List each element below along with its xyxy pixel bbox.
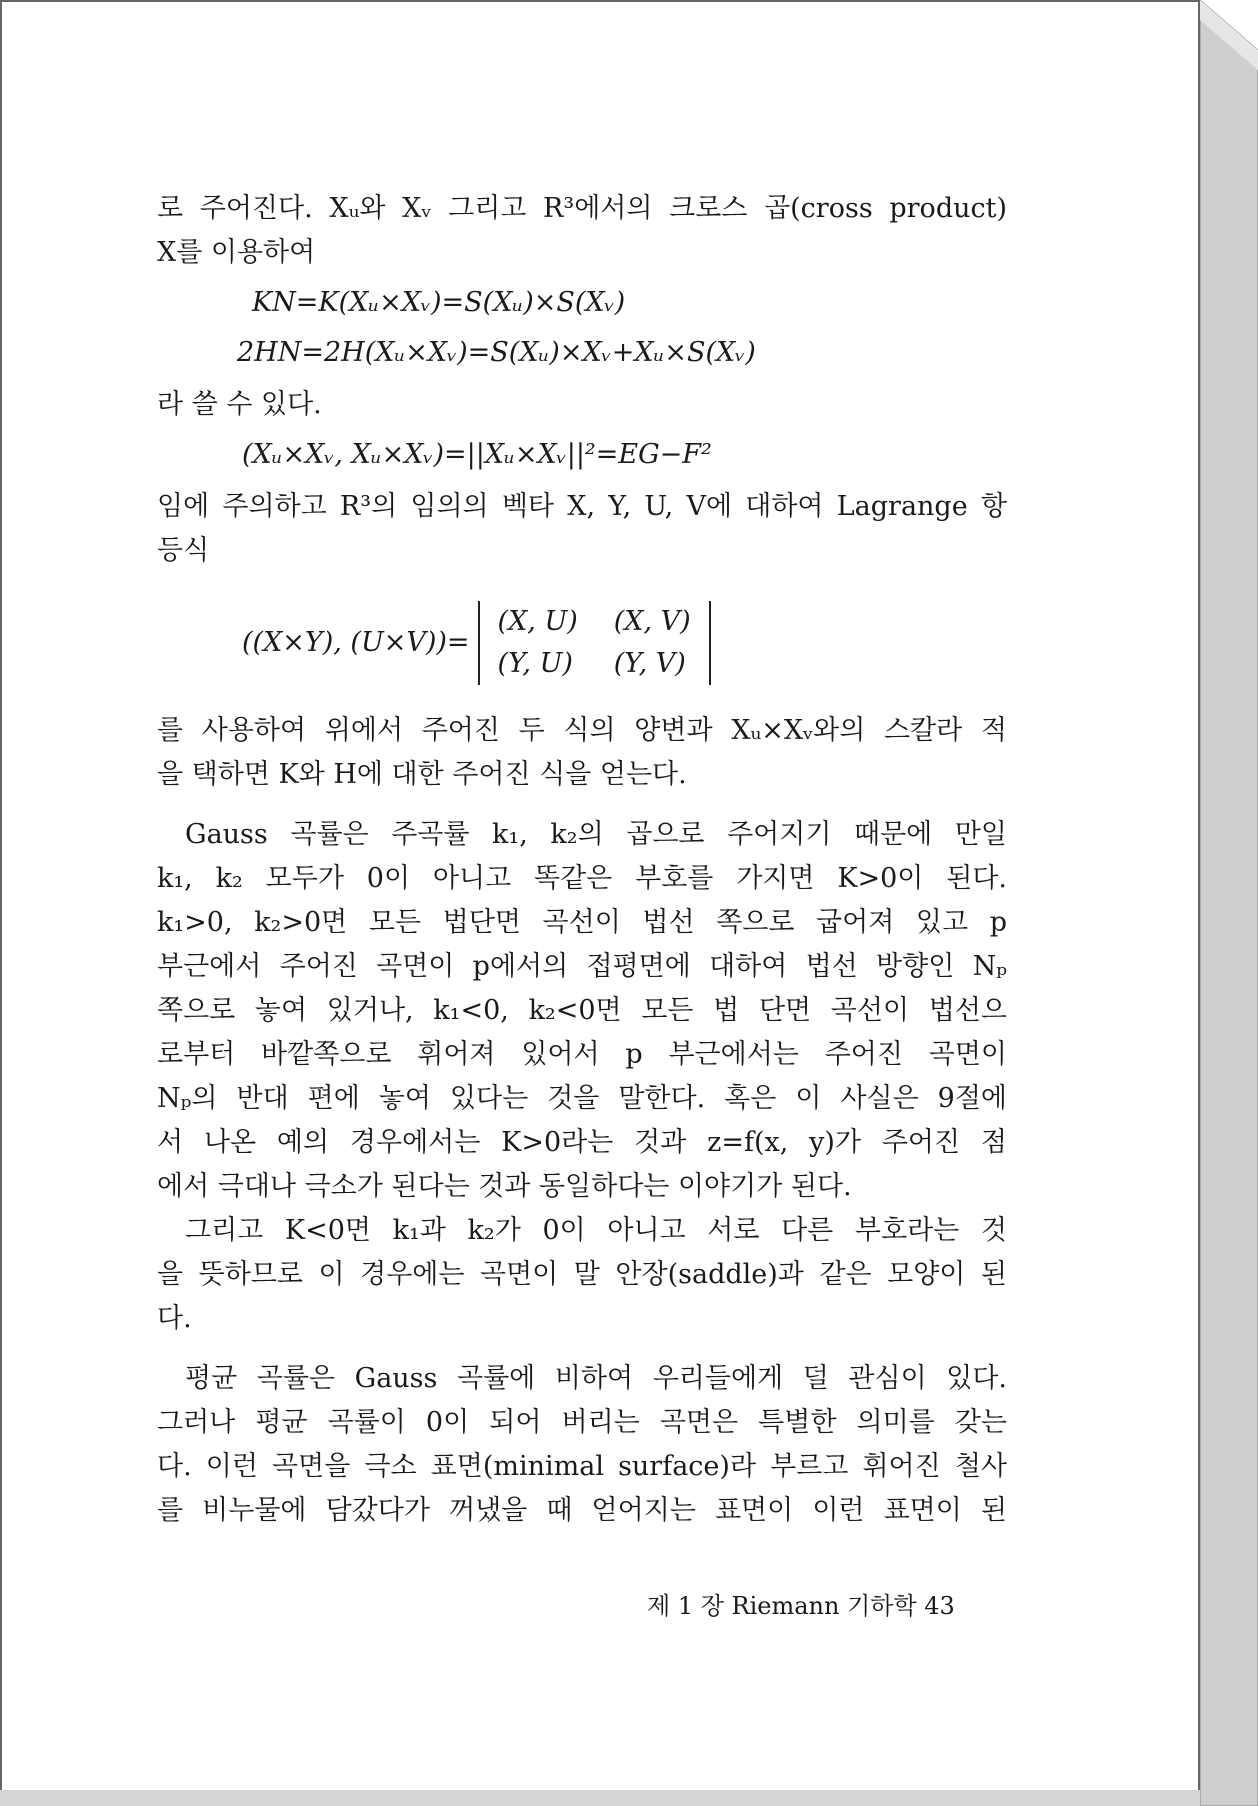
text-line: 를 사용하여 위에서 주어진 두 식의 양변과 Xᵤ×Xᵥ와의 스칼라 적 — [157, 715, 1007, 746]
equation-2hn: 2HN=2H(Xᵤ×Xᵥ)=S(Xᵤ)×Xᵥ+Xᵤ×S(Xᵥ) — [237, 337, 756, 368]
text-line: 서 나온 예의 경우에서는 K>0라는 것과 z=f(x, y)가 주어진 점 — [157, 1127, 1007, 1158]
page-bottom-shadow — [0, 1790, 1200, 1806]
paragraph-mean-curvature — [157, 1357, 1007, 1533]
text-line: k₁>0, k₂>0면 모든 법단면 곡선이 법선 쪽으로 굽어져 있고 p — [157, 907, 1007, 938]
text-line: 라 쓸 수 있다. — [157, 389, 322, 420]
text-line: 그러나 평균 곡률이 0이 되어 버리는 곡면은 특별한 의미를 갖는 — [157, 1407, 1007, 1438]
matrix-cell: (Y, U) — [497, 648, 573, 679]
paragraph-gauss-curvature — [157, 813, 1007, 1209]
text-line: 를 비누물에 담갔다가 꺼냈을 때 얻어지는 표면이 이런 표면이 된 — [157, 1495, 1007, 1526]
text-line: 쪽으로 놓여 있거나, k₁<0, k₂<0면 모든 법 단면 곡선이 법선으 — [157, 995, 1007, 1026]
equation-kn: KN=K(Xᵤ×Xᵥ)=S(Xᵤ)×S(Xᵥ) — [252, 287, 626, 318]
text-line: 다. 이런 곡면을 극소 표면(minimal surface)라 부르고 휘어진 철사 — [157, 1451, 1007, 1482]
text-line: X를 이용하여 — [157, 237, 316, 268]
text-line: 을 뜻하므로 이 경우에는 곡면이 말 안장(saddle)과 같은 모양이 된 — [157, 1259, 1007, 1290]
text-line: k₁, k₂ 모두가 0이 아니고 똑같은 부호를 가지면 K>0이 된다. — [157, 863, 1007, 894]
page-footer: 제 1 장 Riemann 기하학 43 — [647, 1592, 955, 1620]
text-line: 다. — [157, 1303, 192, 1334]
matrix-cell: (Y, V) — [613, 648, 686, 679]
text-line: 로부터 바깥쪽으로 휘어져 있어서 p 부근에서는 주어진 곡면이 — [157, 1039, 1007, 1070]
matrix-cell: (X, U) — [497, 606, 578, 637]
text-line: 로 주어진다. Xᵤ와 Xᵥ 그리고 R³에서의 크로스 곱(cross product) — [157, 193, 1007, 224]
text-line: 그리고 K<0면 k₁과 k₂가 0이 아니고 서로 다른 부호라는 것 — [185, 1215, 1007, 1246]
text-line: 등식 — [157, 535, 210, 566]
text-line: Gauss 곡률은 주곡률 k₁, k₂의 곱으로 주어지기 때문에 만일 — [185, 819, 1007, 850]
text-line: 을 택하면 K와 H에 대한 주어진 식을 얻는다. — [157, 759, 687, 790]
determinant-matrix — [478, 601, 711, 685]
text-line: 부근에서 주어진 곡면이 p에서의 접평면에 대하여 법선 방향인 Nₚ — [157, 951, 1007, 982]
equation-norm: (Xᵤ×Xᵥ, Xᵤ×Xᵥ)=||Xᵤ×Xᵥ||²=EG−F² — [242, 439, 712, 470]
paragraph-saddle — [157, 1209, 1007, 1341]
matrix-cell: (X, V) — [613, 606, 691, 637]
page-content — [157, 187, 1007, 1533]
text-line: 평균 곡률은 Gauss 곡률에 비하여 우리들에게 덜 관심이 있다. — [185, 1363, 1007, 1394]
text-line: 에서 극대나 극소가 된다는 것과 동일하다는 이야기가 된다. — [157, 1171, 852, 1202]
page-edge-shadow — [1200, 0, 1258, 1806]
matrix-lhs: ((X×Y), (U×V))= — [242, 627, 470, 658]
text-line: Nₚ의 반대 편에 놓여 있다는 것을 말한다. 혹은 이 사실은 9절에 — [157, 1083, 1007, 1114]
lagrange-identity — [157, 601, 1007, 685]
text-line: 임에 주의하고 R³의 임의의 벡타 X, Y, U, V에 대하여 Lagrange 항 — [157, 491, 1007, 522]
